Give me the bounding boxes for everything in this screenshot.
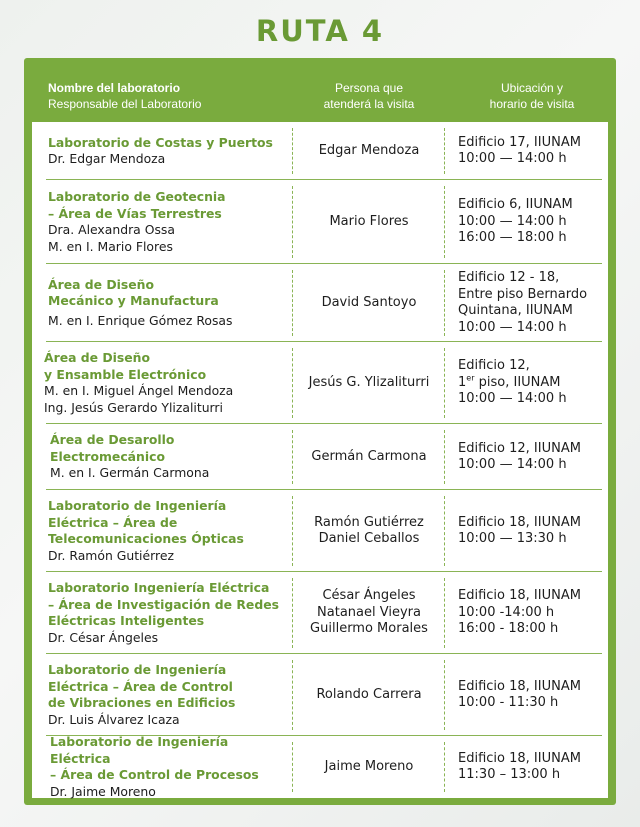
lab-name: Área de Desarollo	[50, 432, 175, 448]
location-line: Edificio 12 - 18,	[458, 270, 560, 285]
table-row	[32, 654, 608, 736]
contact-person: Guillermo Morales	[310, 621, 428, 637]
lab-name: Eléctricas Inteligentes	[48, 613, 205, 628]
contact-person: Edgar Mendoza	[318, 142, 420, 158]
column-divider	[292, 128, 293, 174]
contact-cell	[294, 264, 444, 342]
lab-name: Área de Diseño	[44, 350, 151, 365]
contact-person: Rolando Carrera	[316, 686, 422, 702]
lab-cell	[50, 736, 292, 798]
lab-responsible: M. en I. Enrique Gómez Rosas	[48, 312, 233, 328]
lab-cell	[48, 264, 290, 342]
page-title: RUTA 4	[255, 14, 385, 48]
lab-responsible: M. en I. Germán Carmona	[50, 465, 210, 481]
location-cell	[458, 180, 608, 264]
lab-cell	[50, 424, 292, 490]
lab-name: Electromecánico	[50, 448, 165, 464]
lab-responsible: Ing. Jesús Gerardo Ylizaliturri	[44, 399, 223, 415]
lab-name: Área de Diseño	[48, 276, 155, 292]
lab-responsible: Dr. Ramón Gutiérrez	[48, 547, 174, 563]
contact-person: Germán Carmona	[311, 448, 427, 464]
contact-person: Ramón Gutiérrez	[314, 514, 424, 530]
location-cell	[458, 342, 608, 424]
lab-name: – Área de Control de Procesos	[50, 767, 259, 782]
location-line: Edificio 6, IIUNAM	[458, 197, 573, 213]
header-lab-name	[48, 80, 268, 112]
location-cell	[458, 424, 608, 490]
location-line: 16:00 - 18:00 h	[458, 621, 559, 637]
lab-responsible: Dra. Alexandra Ossa	[48, 222, 175, 237]
lab-name: Eléctrica – Área de	[48, 514, 178, 530]
column-divider	[444, 578, 445, 648]
header-contact	[294, 80, 444, 112]
floor-suffix: er	[466, 373, 475, 383]
contact-person: Jesús G. Ylizaliturri	[308, 374, 430, 390]
location-line: Entre piso Bernardo	[458, 286, 588, 302]
contact-person: Natanael Vieyra	[317, 604, 421, 620]
table-row	[32, 122, 608, 180]
header-location-line2: horario de visita	[489, 97, 575, 111]
column-divider	[444, 742, 445, 792]
lab-name: y Ensamble Electrónico	[44, 366, 207, 382]
lab-name: Eléctrica – Área de Control	[48, 678, 233, 694]
lab-name: Laboratorio Ingeniería Eléctrica	[48, 580, 270, 595]
header-lab-name-line2: Responsable del Laboratorio	[48, 97, 202, 111]
location-line	[458, 375, 608, 392]
lab-cell	[48, 572, 290, 654]
table-row	[32, 264, 608, 342]
location-cell	[458, 572, 608, 654]
floor-number: 1	[458, 374, 467, 390]
lab-cell	[44, 342, 286, 424]
location-line: 11:30 – 13:00 h	[458, 767, 561, 782]
lab-responsible: Dr. Jaime Moreno	[50, 783, 156, 799]
column-divider	[444, 348, 445, 418]
lab-cell	[48, 180, 290, 264]
header-lab-name-line1: Nombre del laboratorio	[48, 81, 181, 95]
location-cell	[458, 122, 608, 180]
header-contact-line2: atenderá la visita	[323, 97, 415, 111]
header-contact-line1: Persona que	[334, 81, 404, 95]
location-line: 10:00 — 14:00 h	[458, 319, 567, 335]
location-line: 10:00 - 11:30 h	[458, 695, 559, 710]
location-line: 10:00 -14:00 h	[458, 604, 555, 620]
location-line: 10:00 — 13:30 h	[458, 531, 567, 546]
column-divider	[444, 270, 445, 336]
column-divider	[292, 660, 293, 730]
contact-person: César Ángeles	[322, 588, 416, 604]
table-row	[32, 342, 608, 424]
table-row	[32, 490, 608, 572]
location-line: Edificio 18, IIUNAM	[458, 750, 581, 766]
column-divider	[444, 430, 445, 484]
lab-name: Laboratorio de Ingeniería	[48, 498, 227, 513]
column-divider	[444, 186, 445, 258]
header-location	[457, 80, 607, 112]
table-row	[32, 180, 608, 264]
contact-cell	[294, 490, 444, 572]
contact-cell	[294, 572, 444, 654]
column-divider	[444, 128, 445, 174]
lab-name: Laboratorio de Geotecnia	[48, 189, 226, 204]
contact-person: Jaime Moreno	[324, 758, 414, 774]
table-body	[32, 122, 608, 798]
lab-cell	[48, 654, 290, 736]
header-location-line1: Ubicación y	[500, 81, 564, 95]
route-table	[24, 58, 616, 805]
column-divider	[444, 496, 445, 566]
lab-responsible: Dr. Edgar Mendoza	[48, 151, 166, 166]
lab-responsible: Dr. César Ángeles	[48, 629, 159, 645]
lab-name: Laboratorio de Costas y Puertos	[48, 134, 273, 150]
lab-name: Mecánico y Manufactura	[48, 293, 219, 309]
lab-name: Laboratorio de Ingeniería Eléctrica	[50, 734, 229, 766]
location-line: 10:00 — 14:00 h	[458, 457, 567, 472]
contact-cell	[294, 424, 444, 490]
lab-cell	[48, 490, 290, 572]
contact-cell	[294, 736, 444, 798]
contact-cell	[294, 180, 444, 264]
location-line: Edificio 18, IIUNAM	[458, 588, 581, 604]
lab-responsible: M. en I. Miguel Ángel Mendoza	[44, 383, 234, 398]
location-detail: piso, IIUNAM	[474, 374, 561, 390]
contact-person: Daniel Ceballos	[318, 531, 420, 546]
contact-person: Mario Flores	[329, 213, 409, 229]
table-row	[32, 736, 608, 798]
column-divider	[292, 742, 293, 792]
column-divider	[292, 496, 293, 566]
location-line: Edificio 18, IIUNAM	[458, 678, 581, 694]
location-line: Edificio 12,	[458, 358, 530, 374]
lab-responsible: Dr. Luis Álvarez Icaza	[48, 711, 180, 727]
location-line: 10:00 — 14:00 h	[458, 151, 567, 166]
location-line: 16:00 — 18:00 h	[458, 230, 567, 246]
lab-name: de Vibraciones en Edificios	[48, 695, 236, 710]
contact-cell	[294, 654, 444, 736]
contact-person: David Santoyo	[321, 294, 417, 310]
lab-cell	[48, 122, 290, 180]
location-line: 10:00 — 14:00 h	[458, 213, 567, 229]
column-divider	[292, 430, 293, 484]
location-cell	[458, 264, 608, 342]
lab-name: – Área de Investigación de Redes	[48, 596, 279, 612]
column-divider	[292, 270, 293, 336]
location-cell	[458, 736, 608, 798]
location-line: Edificio 18, IIUNAM	[458, 514, 581, 530]
column-divider	[292, 186, 293, 258]
location-line: Edificio 17, IIUNAM	[458, 134, 581, 150]
contact-cell	[294, 122, 444, 180]
location-line: Edificio 12, IIUNAM	[458, 440, 581, 456]
column-divider	[444, 660, 445, 730]
column-divider	[292, 578, 293, 648]
location-cell	[458, 490, 608, 572]
column-divider	[292, 348, 293, 418]
location-line: 10:00 — 14:00 h	[458, 391, 567, 407]
table-row	[32, 424, 608, 490]
lab-name: Laboratorio de Ingeniería	[48, 662, 227, 677]
contact-cell	[294, 342, 444, 424]
lab-name: Telecomunicaciones Ópticas	[48, 531, 244, 546]
lab-name: – Área de Vías Terrestres	[48, 205, 222, 221]
location-line: Quintana, IIUNAM	[458, 303, 573, 318]
lab-responsible: M. en I. Mario Flores	[48, 238, 173, 254]
location-cell	[458, 654, 608, 736]
table-row	[32, 572, 608, 654]
